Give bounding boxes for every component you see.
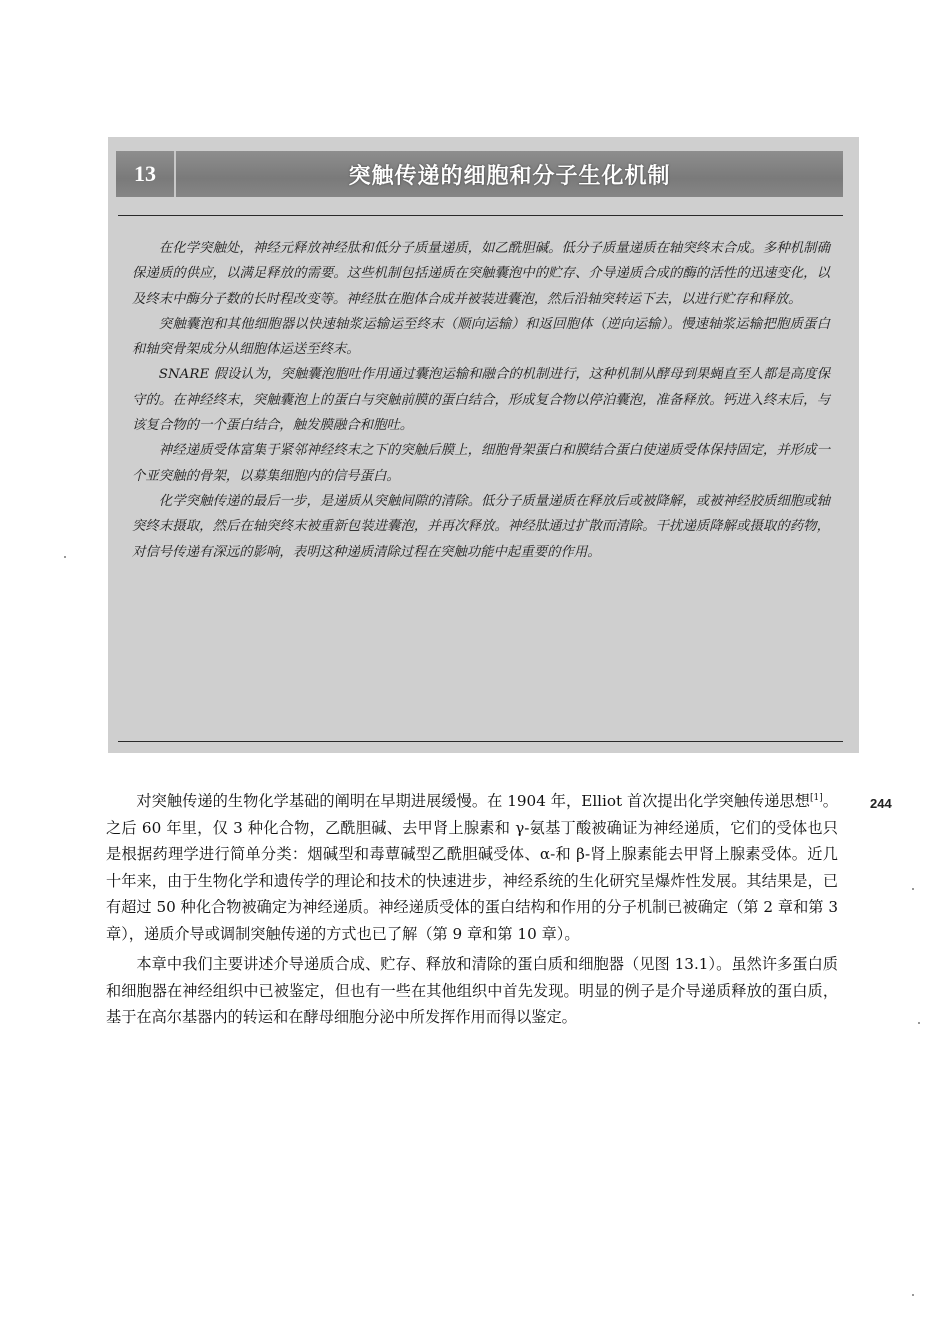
summary-paragraph: 化学突触传递的最后一步，是递质从突触间隙的清除。低分子质量递质在释放后或被降解，或被神经胶质细胞或轴突终末摄取，然后在轴突终末被重新包装进囊泡，并再次释放。神经肽通过扩散而清除。干扰递质降解或摄取的药物，对信号传递有深远的影响，表明这种递质清除过程在突触功能中起重要的作用。 (132, 493, 830, 560)
chapter-number: 13 (116, 151, 176, 197)
chapter-header-bar (116, 151, 843, 197)
body-text-segment: 。之后 60 年里，仅 3 种化合物，乙酰胆碱、去甲肾上腺素和 γ-氨基丁酸被确证为神经递质，它们的受体也只是根据药理学进行简单分类：烟碱型和毒蕈碱型乙酰胆碱受体、α-和 β-肾上腺素能去甲肾上腺素受体。近几十年来，由于生物化学和遗传学的理论和技术的快速进步，神经系统的生化研究呈爆炸性发展。其结果是，已有超过 50 种化合物被确定为神经递质。神经递质受体的蛋白结构和作用的分子机制已被确定（第 2 章和第 3 章），递质介导或调制突触传递的方式也已了解（第 9 章和第 10 章）。 (106, 792, 838, 943)
citation-ref: [1] (810, 792, 823, 803)
summary-paragraph: 在化学突触处，神经元释放神经肽和低分子质量递质，如乙酰胆碱。低分子质量递质在轴突终末合成。多种机制确保递质的供应，以满足释放的需要。这些机制包括递质在突触囊泡中的贮存、介导递质合成的酶的活性的迅速变化，以及终末中酶分子数的长时程改变等。神经肽在胞体合成并被装进囊泡，然后沿轴突转运下去，以进行贮存和释放。 (132, 241, 830, 307)
page-number: 244 (870, 796, 892, 811)
summary-bottom-rule (118, 741, 843, 742)
summary-paragraph: 神经递质受体富集于紧邻神经终末之下的突触后膜上，细胞骨架蛋白和膜结合蛋白使递质受体保持固定，并形成一个亚突触的骨架，以募集细胞内的信号蛋白。 (132, 443, 830, 484)
body-paragraph (106, 788, 838, 947)
body-text-segment: 对突触传递的生物化学基础的阐明在早期进展缓慢。在 1904 年，Elliot 首次提出化学突触传递思想 (136, 792, 810, 810)
summary-paragraph: SNARE 假设认为，突触囊泡胞吐作用通过囊泡运输和融合的机制进行，这种机制从酵母到果蝇直至人都是高度保守的。在神经终末，突触囊泡上的蛋白与突触前膜的蛋白结合，形成复合物以停泊囊泡，准备释放。钙进入终末后，与该复合物的一个蛋白结合，触发膜融合和胞吐。 (132, 367, 830, 434)
scan-speck (912, 888, 914, 890)
scan-speck (912, 1294, 914, 1296)
scan-speck (918, 1022, 920, 1024)
chapter-summary (132, 236, 830, 565)
chapter-summary-box (108, 137, 859, 753)
summary-top-rule (118, 215, 843, 216)
chapter-body (106, 788, 838, 1035)
scan-speck (64, 556, 66, 558)
body-paragraph: 本章中我们主要讲述介导递质合成、贮存、释放和清除的蛋白质和细胞器（见图 13.1）。虽然许多蛋白质和细胞器在神经组织中已被鉴定，但也有一些在其他组织中首先发现。明显的例子是介导递质释放的蛋白质，基于在高尔基器内的转运和在酵母细胞分泌中所发挥作用而得以鉴定。 (106, 955, 838, 1026)
chapter-title: 突触传递的细胞和分子生化机制 (348, 163, 671, 189)
summary-paragraph: 突触囊泡和其他细胞器以快速轴浆运输运至终末（顺向运输）和返回胞体（逆向运输）。慢速轴浆运输把胞质蛋白和轴突骨架成分从细胞体运送至终末。 (132, 316, 830, 358)
